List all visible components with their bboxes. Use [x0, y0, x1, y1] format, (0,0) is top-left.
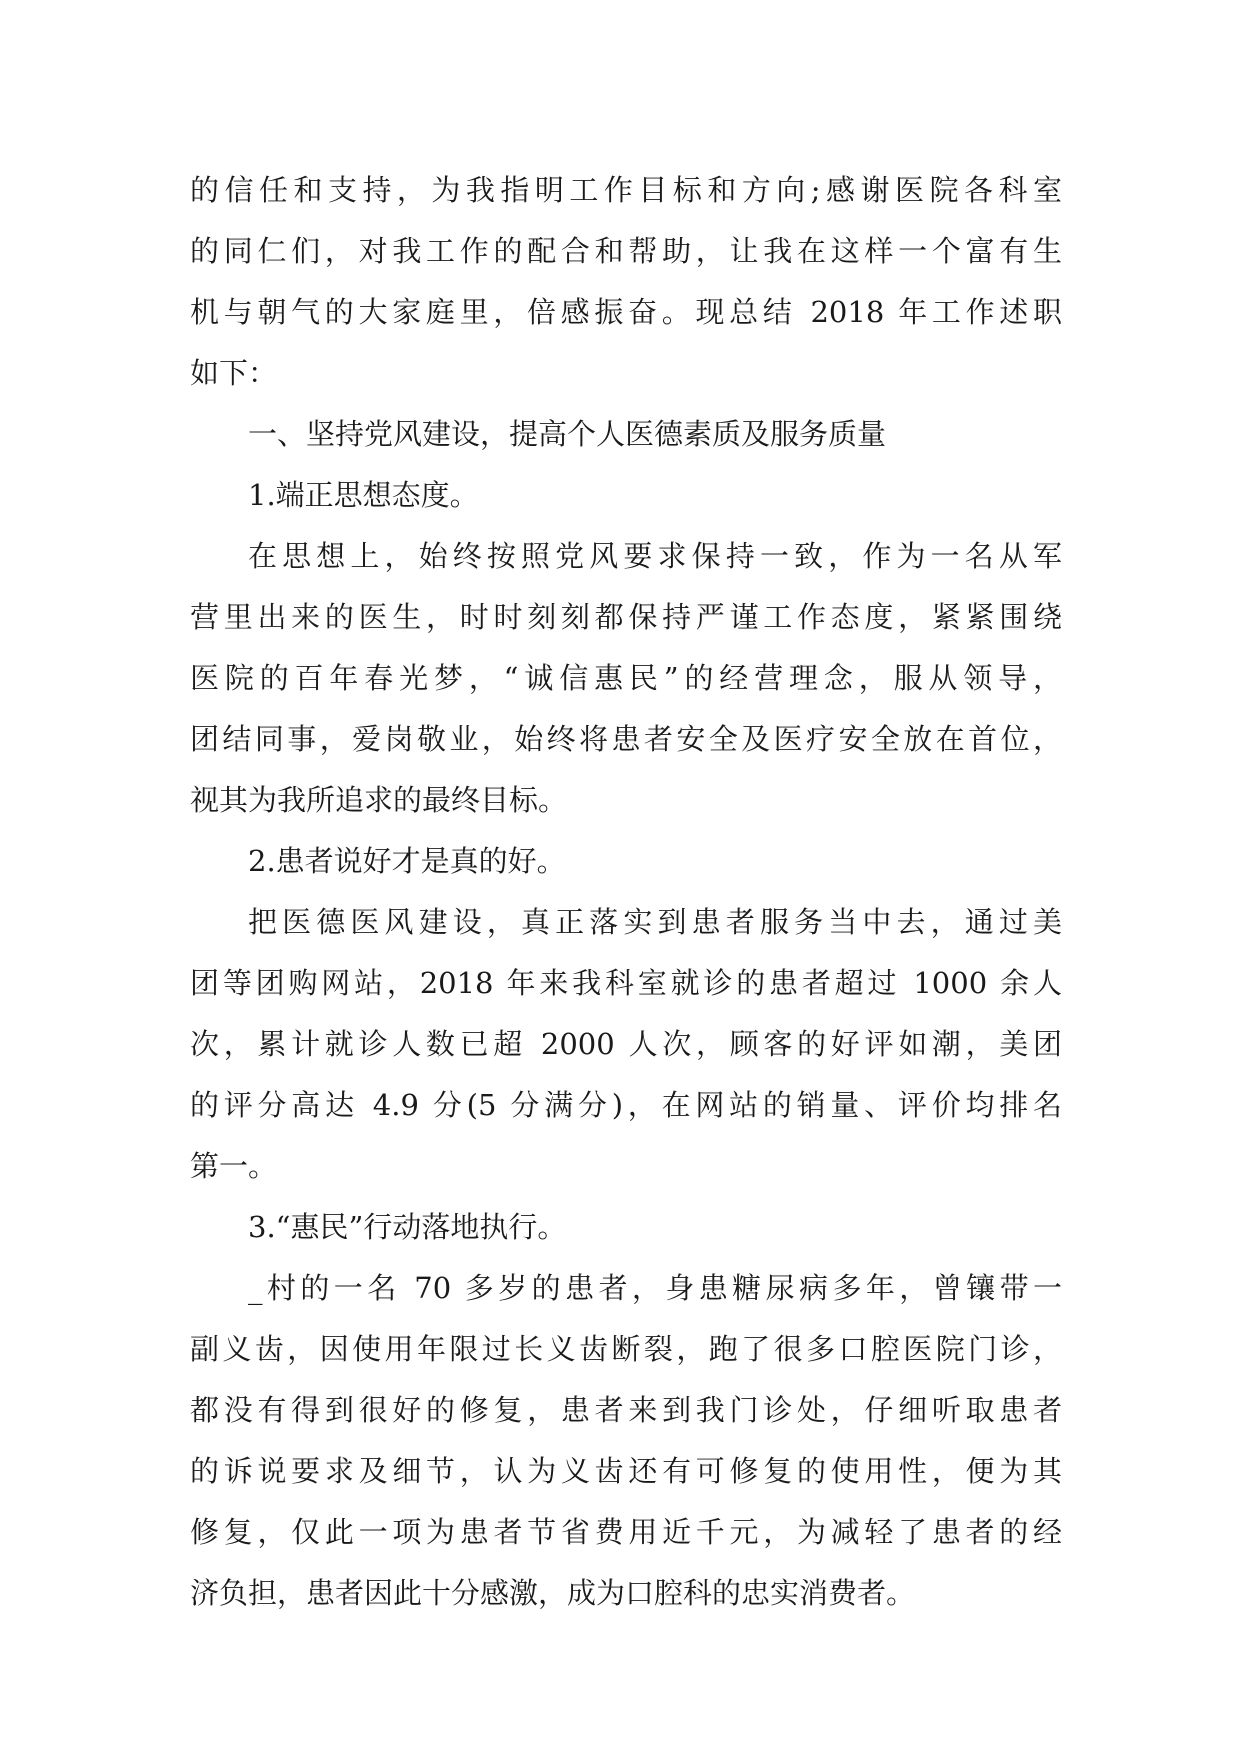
text-line: 在思想上，始终按照党风要求保持一致，作为一名从军 [248, 539, 1062, 573]
text-line: 的信任和支持，为我指明工作目标和方向;感谢医院各科室 [190, 173, 1062, 207]
subsection-heading: 2.患者说好才是真的好。 [248, 844, 566, 878]
text-line: 次，累计就诊人数已超 2000 人次，顾客的好评如潮，美团 [190, 1027, 1062, 1061]
text-line: 济负担，患者因此十分感激，成为口腔科的忠实消费者。 [190, 1576, 916, 1610]
text-line: 的评分高达 4.9 分(5 分满分)，在网站的销量、评价均排名 [190, 1088, 1062, 1122]
text-line: 团等团购网站，2018 年来我科室就诊的患者超过 1000 余人 [190, 966, 1062, 1000]
text-line: 修复，仅此一项为患者节省费用近千元，为减轻了患者的经 [190, 1515, 1062, 1549]
subsection-heading: 1.端正思想态度。 [248, 478, 479, 512]
text-line: 的诉说要求及细节，认为义齿还有可修复的使用性，便为其 [190, 1454, 1062, 1488]
text-line: 机与朝气的大家庭里，倍感振奋。现总结 2018 年工作述职 [190, 295, 1062, 329]
document-body [190, 160, 1062, 1624]
text-line: 都没有得到很好的修复，患者来到我门诊处，仔细听取患者 [190, 1393, 1062, 1427]
text-line: 团结同事，爱岗敬业，始终将患者安全及医疗安全放在首位， [190, 722, 1062, 756]
text-line: 第一。 [190, 1149, 278, 1183]
section-heading: 一、坚持党风建设，提高个人医德素质及服务质量 [248, 417, 887, 451]
text-line: 把医德医风建设，真正落实到患者服务当中去，通过美 [248, 905, 1062, 939]
text-line: 如下： [190, 356, 278, 390]
subsection-heading: 3.“惠民”行动落地执行。 [248, 1210, 567, 1244]
text-line: 视其为我所追求的最终目标。 [190, 783, 568, 817]
text-line: _村的一名 70 多岁的患者，身患糖尿病多年，曾镶带一 [248, 1271, 1062, 1305]
text-line: 医院的百年春光梦，“诚信惠民”的经营理念，服从领导， [190, 661, 1062, 695]
text-line: 的同仁们，对我工作的配合和帮助，让我在这样一个富有生 [190, 234, 1062, 268]
text-line: 副义齿，因使用年限过长义齿断裂，跑了很多口腔医院门诊， [190, 1332, 1062, 1366]
text-line: 营里出来的医生，时时刻刻都保持严谨工作态度，紧紧围绕 [190, 600, 1062, 634]
